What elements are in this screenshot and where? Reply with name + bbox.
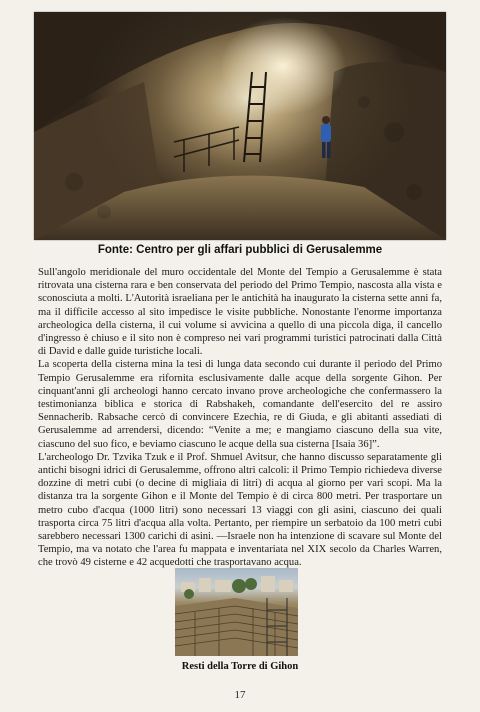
cistern-photo xyxy=(34,12,446,240)
paragraph-1: Sull'angolo meridionale del muro occidentale del Monte del Tempio a Gerusalemme è stata ritrovata una cisterna rara e ben conservata del periodo del Primo Tempio, nascosta alla vista e sconosciuta a molti. L'Autorità israeliana per le antichità ha inaugurato la cisterna sette anni fa, ma il difficile accesso al sito impedisce le visite pubbliche. Nonostante l'enorme importanza archeologica della cisterna, il cui volume si avvicina a quello di una piccola diga, il cancello d'ingresso è chiuso e il sito non è compreso nei vari programmi turistici patrocinati dalla Città di David e dalle guide turistiche locali. xyxy=(38,267,442,358)
paragraph-3: L'archeologo Dr. Tzvika Tzuk e il Prof. Shmuel Avitsur, che hanno discusso separatamente gli antichi bisogni idrici di Gerusalemme, offrono altri calcoli: il Primo Tempio richiedeva diverse dozzine di metri cubi (o decine di migliaia di litri) di acqua al giorno per vari scopi. Ma la distanza tra la sorgente Gihon e il Monte del Tempio è di circa 800 metri. Per trasportare un metro cubo d'acqua (1000 litri) sono necessari 13 viaggi con gli asini, ciascuno dei quali trasporta circa 75 litri d'acqua alla volta. Pertanto, per riempire un serbatoio da 100 metri cubi sarebbero necessari 1300 carichi di asini. —Israele non ha intenzione di scavare sul Monte del Tempio, ma va notato che l'area fu mappata e inventariata nel XIX secolo da Charles Warren, che trovò 49 cisterne e 42 acquedotti che trasportavano acqua. xyxy=(38,451,442,569)
top-photo-caption: Fonte: Centro per gli affari pubblici di Gerusalemme xyxy=(97,244,383,256)
paragraph-2: La scoperta della cisterna mina la tesi di lunga data secondo cui durante il periodo del Primo Tempio Gerusalemme era rifornita esclusivamente dalle acque della sorgente Gihon. Per cinquant'anni gli archeologi hanno cercato invano prove archeologiche che confermassero la testimonianza biblica e storica di Rabshakeh, comandante dell'esercito del re assiro Sennacherib. Rabsache cercò di convincere Ezechia, re di Giuda, e gli abitanti assediati di Gerusalemme ad arrendersi, dicendo: “Venite a me; e mangiamo ciascuno della sua vite, ciascuno del suo fico, e beviamo ciascuno le acque della sua cisterna [Isaia 36]”. xyxy=(38,359,442,450)
article-body xyxy=(38,266,442,570)
bottom-photo-caption: Resti della Torre di Gihon xyxy=(181,661,299,672)
gihon-tower-photo xyxy=(175,568,298,656)
page-number: 17 xyxy=(234,689,246,701)
